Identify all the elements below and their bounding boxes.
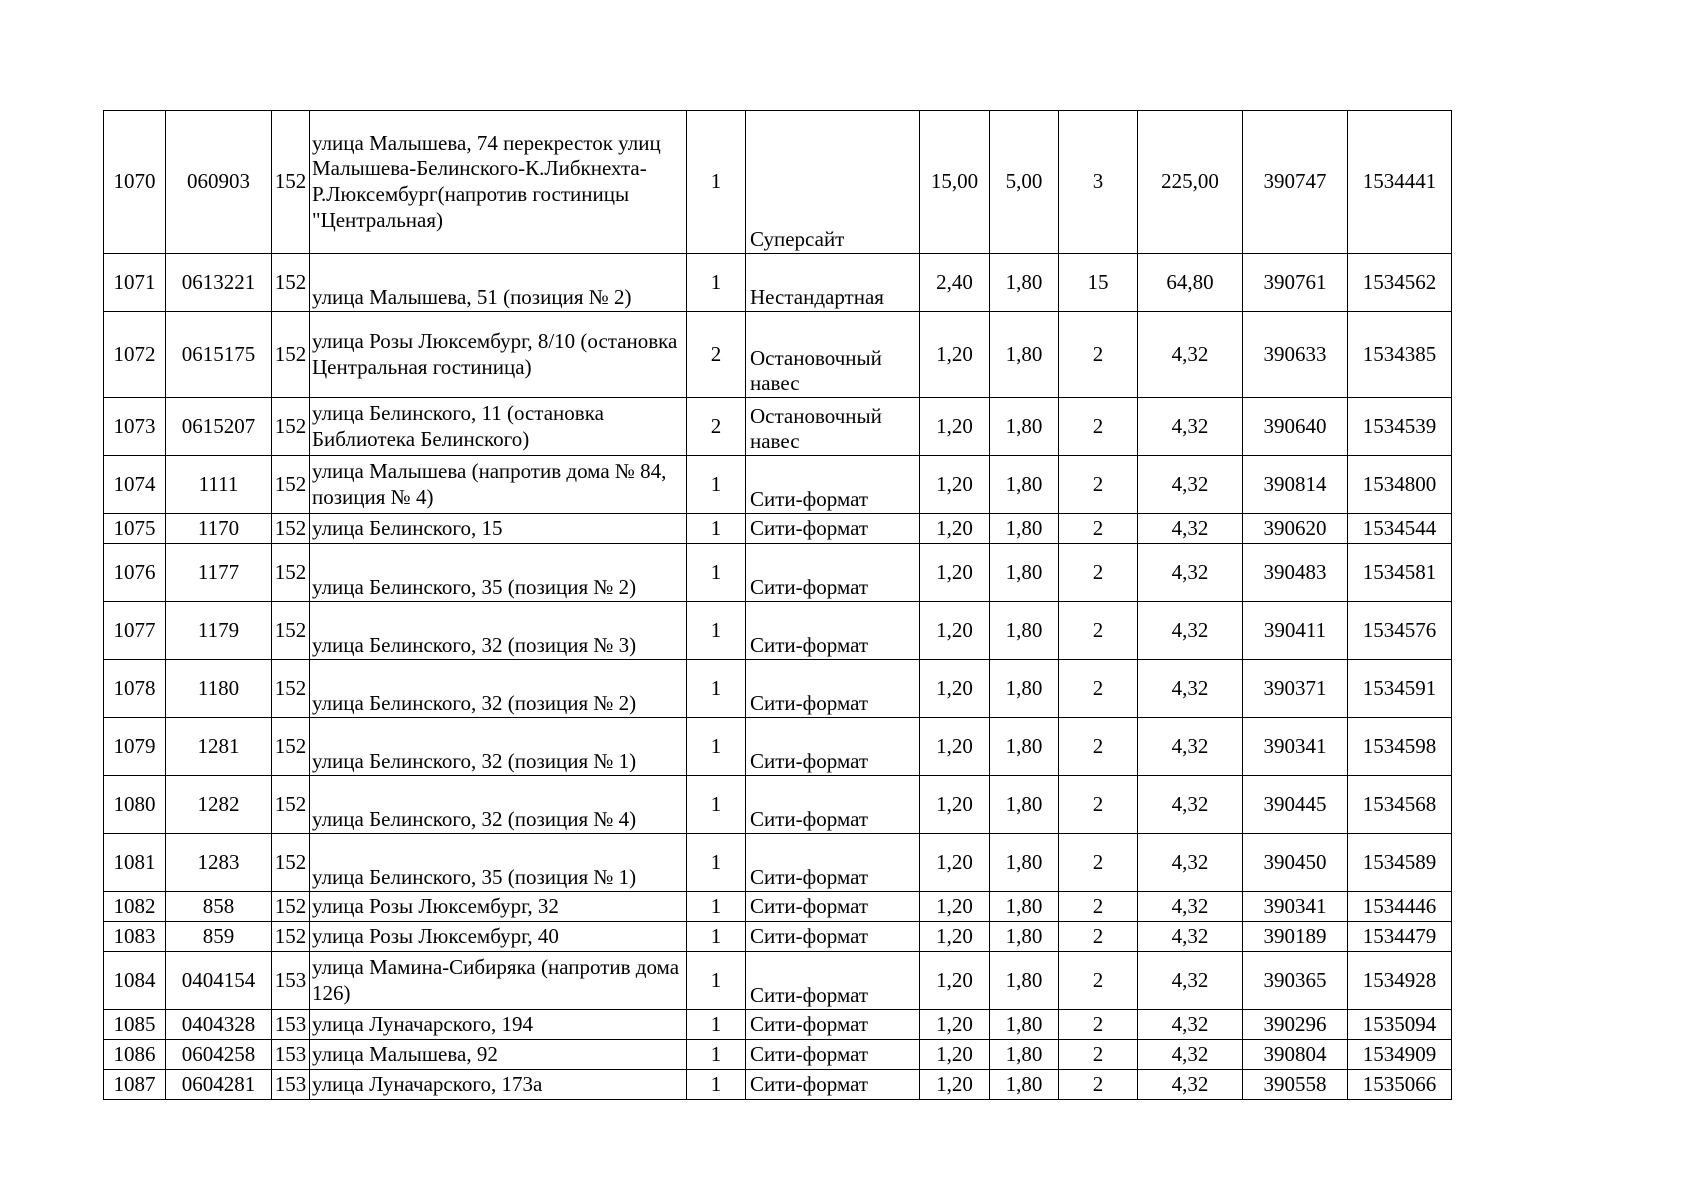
district-code-cell: 152 bbox=[272, 456, 310, 514]
row-number-cell: 1080 bbox=[104, 776, 166, 834]
coordinate-y-cell: 1535094 bbox=[1348, 1010, 1452, 1040]
coordinate-x-cell: 390450 bbox=[1243, 834, 1348, 892]
surface-count-cell: 2 bbox=[1059, 834, 1138, 892]
area-cell: 4,32 bbox=[1138, 1070, 1243, 1100]
coordinate-y-cell: 1534441 bbox=[1348, 111, 1452, 254]
district-code-cell: 153 bbox=[272, 952, 310, 1010]
coordinate-x-cell: 390296 bbox=[1243, 1010, 1348, 1040]
coordinate-x-cell: 390365 bbox=[1243, 952, 1348, 1010]
structure-type-cell: Сити-формат bbox=[746, 776, 920, 834]
row-number-cell: 1083 bbox=[104, 922, 166, 952]
structure-id-cell: 0615175 bbox=[166, 312, 272, 398]
height-cell: 5,00 bbox=[990, 111, 1059, 254]
table-row bbox=[104, 952, 1452, 1010]
width-cell: 1,20 bbox=[920, 1010, 990, 1040]
height-cell: 1,80 bbox=[990, 776, 1059, 834]
sides-cell: 1 bbox=[687, 111, 746, 254]
surface-count-cell: 2 bbox=[1059, 892, 1138, 922]
district-code-cell: 153 bbox=[272, 1040, 310, 1070]
width-cell: 1,20 bbox=[920, 922, 990, 952]
sides-cell: 1 bbox=[687, 602, 746, 660]
coordinate-y-cell: 1534800 bbox=[1348, 456, 1452, 514]
height-cell: 1,80 bbox=[990, 718, 1059, 776]
coordinate-x-cell: 390814 bbox=[1243, 456, 1348, 514]
surface-count-cell: 2 bbox=[1059, 660, 1138, 718]
structure-id-cell: 0604258 bbox=[166, 1040, 272, 1070]
coordinate-x-cell: 390633 bbox=[1243, 312, 1348, 398]
area-cell: 4,32 bbox=[1138, 312, 1243, 398]
structure-id-cell: 1170 bbox=[166, 514, 272, 544]
width-cell: 1,20 bbox=[920, 1070, 990, 1100]
surface-count-cell: 2 bbox=[1059, 922, 1138, 952]
address-cell: улица Белинского, 11 (остановка Библиотека Белинского) bbox=[310, 398, 687, 456]
width-cell: 1,20 bbox=[920, 456, 990, 514]
row-number-cell: 1070 bbox=[104, 111, 166, 254]
row-number-cell: 1086 bbox=[104, 1040, 166, 1070]
coordinate-x-cell: 390371 bbox=[1243, 660, 1348, 718]
structure-type-cell: Сити-формат bbox=[746, 1070, 920, 1100]
sides-cell: 1 bbox=[687, 892, 746, 922]
district-code-cell: 152 bbox=[272, 312, 310, 398]
coordinate-y-cell: 1534589 bbox=[1348, 834, 1452, 892]
height-cell: 1,80 bbox=[990, 456, 1059, 514]
district-code-cell: 152 bbox=[272, 544, 310, 602]
area-cell: 4,32 bbox=[1138, 718, 1243, 776]
area-cell: 4,32 bbox=[1138, 1040, 1243, 1070]
coordinate-y-cell: 1534568 bbox=[1348, 776, 1452, 834]
table-row bbox=[104, 544, 1452, 602]
coordinate-y-cell: 1534562 bbox=[1348, 254, 1452, 312]
district-code-cell: 152 bbox=[272, 660, 310, 718]
district-code-cell: 152 bbox=[272, 892, 310, 922]
coordinate-y-cell: 1534928 bbox=[1348, 952, 1452, 1010]
surface-count-cell: 2 bbox=[1059, 514, 1138, 544]
area-cell: 64,80 bbox=[1138, 254, 1243, 312]
structure-id-cell: 0404328 bbox=[166, 1010, 272, 1040]
coordinate-y-cell: 1534479 bbox=[1348, 922, 1452, 952]
row-number-cell: 1085 bbox=[104, 1010, 166, 1040]
surface-count-cell: 2 bbox=[1059, 952, 1138, 1010]
height-cell: 1,80 bbox=[990, 660, 1059, 718]
district-code-cell: 152 bbox=[272, 602, 310, 660]
area-cell: 4,32 bbox=[1138, 398, 1243, 456]
structure-type-cell: Сити-формат bbox=[746, 544, 920, 602]
address-cell: улица Розы Люксембург, 8/10 (остановка Центральная гостиница) bbox=[310, 312, 687, 398]
table-body bbox=[104, 111, 1452, 1100]
sides-cell: 1 bbox=[687, 254, 746, 312]
address-cell: улица Луначарского, 194 bbox=[310, 1010, 687, 1040]
district-code-cell: 152 bbox=[272, 254, 310, 312]
structure-id-cell: 1179 bbox=[166, 602, 272, 660]
row-number-cell: 1073 bbox=[104, 398, 166, 456]
structure-id-cell: 1111 bbox=[166, 456, 272, 514]
row-number-cell: 1074 bbox=[104, 456, 166, 514]
structure-id-cell: 1177 bbox=[166, 544, 272, 602]
area-cell: 4,32 bbox=[1138, 922, 1243, 952]
area-cell: 4,32 bbox=[1138, 1010, 1243, 1040]
structure-id-cell: 859 bbox=[166, 922, 272, 952]
structure-id-cell: 1180 bbox=[166, 660, 272, 718]
height-cell: 1,80 bbox=[990, 952, 1059, 1010]
table-row bbox=[104, 892, 1452, 922]
structure-type-cell: Сити-формат bbox=[746, 1040, 920, 1070]
sides-cell: 1 bbox=[687, 952, 746, 1010]
advertising-structures-table bbox=[103, 110, 1452, 1100]
width-cell: 1,20 bbox=[920, 776, 990, 834]
width-cell: 1,20 bbox=[920, 1040, 990, 1070]
surface-count-cell: 2 bbox=[1059, 312, 1138, 398]
sides-cell: 1 bbox=[687, 1010, 746, 1040]
width-cell: 1,20 bbox=[920, 952, 990, 1010]
structure-type-cell: Сити-формат bbox=[746, 514, 920, 544]
area-cell: 225,00 bbox=[1138, 111, 1243, 254]
surface-count-cell: 2 bbox=[1059, 398, 1138, 456]
table-row bbox=[104, 602, 1452, 660]
height-cell: 1,80 bbox=[990, 922, 1059, 952]
table-row bbox=[104, 398, 1452, 456]
coordinate-y-cell: 1534576 bbox=[1348, 602, 1452, 660]
surface-count-cell: 2 bbox=[1059, 602, 1138, 660]
coordinate-y-cell: 1534598 bbox=[1348, 718, 1452, 776]
area-cell: 4,32 bbox=[1138, 514, 1243, 544]
structure-id-cell: 1283 bbox=[166, 834, 272, 892]
address-cell: улица Розы Люксембург, 32 bbox=[310, 892, 687, 922]
address-cell: улица Белинского, 32 (позиция № 4) bbox=[310, 776, 687, 834]
surface-count-cell: 3 bbox=[1059, 111, 1138, 254]
height-cell: 1,80 bbox=[990, 544, 1059, 602]
structure-type-cell: Сити-формат bbox=[746, 718, 920, 776]
row-number-cell: 1081 bbox=[104, 834, 166, 892]
table-row bbox=[104, 1070, 1452, 1100]
surface-count-cell: 2 bbox=[1059, 544, 1138, 602]
sides-cell: 1 bbox=[687, 834, 746, 892]
height-cell: 1,80 bbox=[990, 892, 1059, 922]
table-row bbox=[104, 718, 1452, 776]
area-cell: 4,32 bbox=[1138, 602, 1243, 660]
district-code-cell: 153 bbox=[272, 1070, 310, 1100]
coordinate-x-cell: 390445 bbox=[1243, 776, 1348, 834]
district-code-cell: 153 bbox=[272, 1010, 310, 1040]
structure-type-cell: Сити-формат bbox=[746, 1010, 920, 1040]
width-cell: 2,40 bbox=[920, 254, 990, 312]
sides-cell: 1 bbox=[687, 514, 746, 544]
sides-cell: 1 bbox=[687, 660, 746, 718]
table-row bbox=[104, 254, 1452, 312]
width-cell: 1,20 bbox=[920, 892, 990, 922]
height-cell: 1,80 bbox=[990, 1070, 1059, 1100]
height-cell: 1,80 bbox=[990, 1040, 1059, 1070]
row-number-cell: 1072 bbox=[104, 312, 166, 398]
width-cell: 1,20 bbox=[920, 718, 990, 776]
sides-cell: 1 bbox=[687, 922, 746, 952]
row-number-cell: 1077 bbox=[104, 602, 166, 660]
coordinate-x-cell: 390761 bbox=[1243, 254, 1348, 312]
area-cell: 4,32 bbox=[1138, 456, 1243, 514]
surface-count-cell: 2 bbox=[1059, 1010, 1138, 1040]
sides-cell: 2 bbox=[687, 312, 746, 398]
height-cell: 1,80 bbox=[990, 398, 1059, 456]
table-row bbox=[104, 1010, 1452, 1040]
structure-type-cell: Сити-формат bbox=[746, 660, 920, 718]
district-code-cell: 152 bbox=[272, 111, 310, 254]
coordinate-y-cell: 1534446 bbox=[1348, 892, 1452, 922]
address-cell: улица Белинского, 35 (позиция № 1) bbox=[310, 834, 687, 892]
structure-type-cell: Сити-формат bbox=[746, 892, 920, 922]
area-cell: 4,32 bbox=[1138, 952, 1243, 1010]
row-number-cell: 1087 bbox=[104, 1070, 166, 1100]
width-cell: 1,20 bbox=[920, 544, 990, 602]
structure-type-cell: Нестандартная bbox=[746, 254, 920, 312]
sides-cell: 2 bbox=[687, 398, 746, 456]
row-number-cell: 1082 bbox=[104, 892, 166, 922]
district-code-cell: 152 bbox=[272, 922, 310, 952]
address-cell: улица Малышева, 74 перекресток улиц Малышева-Белинского-К.Либкнехта-Р.Люксембург(напротив гостиницы "Центральная) bbox=[310, 111, 687, 254]
surface-count-cell: 2 bbox=[1059, 456, 1138, 514]
structure-id-cell: 0604281 bbox=[166, 1070, 272, 1100]
sides-cell: 1 bbox=[687, 456, 746, 514]
table-row bbox=[104, 922, 1452, 952]
address-cell: улица Малышева (напротив дома № 84, позиция № 4) bbox=[310, 456, 687, 514]
height-cell: 1,80 bbox=[990, 514, 1059, 544]
height-cell: 1,80 bbox=[990, 254, 1059, 312]
sides-cell: 1 bbox=[687, 1070, 746, 1100]
width-cell: 1,20 bbox=[920, 602, 990, 660]
width-cell: 1,20 bbox=[920, 834, 990, 892]
height-cell: 1,80 bbox=[990, 602, 1059, 660]
surface-count-cell: 2 bbox=[1059, 1040, 1138, 1070]
area-cell: 4,32 bbox=[1138, 892, 1243, 922]
structure-id-cell: 0404154 bbox=[166, 952, 272, 1010]
structure-id-cell: 0613221 bbox=[166, 254, 272, 312]
structure-id-cell: 0615207 bbox=[166, 398, 272, 456]
table-row bbox=[104, 776, 1452, 834]
structure-type-cell: Остановочный навес bbox=[746, 398, 920, 456]
row-number-cell: 1079 bbox=[104, 718, 166, 776]
address-cell: улица Мамина-Сибиряка (напротив дома 126) bbox=[310, 952, 687, 1010]
surface-count-cell: 2 bbox=[1059, 776, 1138, 834]
structure-type-cell: Сити-формат bbox=[746, 834, 920, 892]
address-cell: улица Белинского, 32 (позиция № 1) bbox=[310, 718, 687, 776]
coordinate-y-cell: 1534581 bbox=[1348, 544, 1452, 602]
address-cell: улица Белинского, 32 (позиция № 3) bbox=[310, 602, 687, 660]
address-cell: улица Малышева, 92 bbox=[310, 1040, 687, 1070]
structure-type-cell: Сити-формат bbox=[746, 952, 920, 1010]
structure-id-cell: 1281 bbox=[166, 718, 272, 776]
row-number-cell: 1078 bbox=[104, 660, 166, 718]
width-cell: 1,20 bbox=[920, 398, 990, 456]
address-cell: улица Белинского, 35 (позиция № 2) bbox=[310, 544, 687, 602]
coordinate-y-cell: 1534385 bbox=[1348, 312, 1452, 398]
row-number-cell: 1076 bbox=[104, 544, 166, 602]
coordinate-x-cell: 390189 bbox=[1243, 922, 1348, 952]
surface-count-cell: 2 bbox=[1059, 1070, 1138, 1100]
table-row bbox=[104, 514, 1452, 544]
coordinate-y-cell: 1534591 bbox=[1348, 660, 1452, 718]
address-cell: улица Розы Люксембург, 40 bbox=[310, 922, 687, 952]
height-cell: 1,80 bbox=[990, 1010, 1059, 1040]
surface-count-cell: 15 bbox=[1059, 254, 1138, 312]
structure-id-cell: 1282 bbox=[166, 776, 272, 834]
row-number-cell: 1071 bbox=[104, 254, 166, 312]
sides-cell: 1 bbox=[687, 718, 746, 776]
structure-type-cell: Сити-формат bbox=[746, 456, 920, 514]
height-cell: 1,80 bbox=[990, 834, 1059, 892]
area-cell: 4,32 bbox=[1138, 544, 1243, 602]
table-row bbox=[104, 660, 1452, 718]
coordinate-x-cell: 390747 bbox=[1243, 111, 1348, 254]
structure-type-cell: Сити-формат bbox=[746, 602, 920, 660]
height-cell: 1,80 bbox=[990, 312, 1059, 398]
district-code-cell: 152 bbox=[272, 398, 310, 456]
coordinate-x-cell: 390341 bbox=[1243, 718, 1348, 776]
table-row bbox=[104, 1040, 1452, 1070]
address-cell: улица Белинского, 32 (позиция № 2) bbox=[310, 660, 687, 718]
address-cell: улица Малышева, 51 (позиция № 2) bbox=[310, 254, 687, 312]
table-row bbox=[104, 834, 1452, 892]
area-cell: 4,32 bbox=[1138, 834, 1243, 892]
sides-cell: 1 bbox=[687, 776, 746, 834]
width-cell: 1,20 bbox=[920, 660, 990, 718]
coordinate-y-cell: 1534909 bbox=[1348, 1040, 1452, 1070]
address-cell: улица Белинского, 15 bbox=[310, 514, 687, 544]
coordinate-x-cell: 390640 bbox=[1243, 398, 1348, 456]
coordinate-x-cell: 390558 bbox=[1243, 1070, 1348, 1100]
coordinate-x-cell: 390804 bbox=[1243, 1040, 1348, 1070]
structure-id-cell: 858 bbox=[166, 892, 272, 922]
width-cell: 1,20 bbox=[920, 514, 990, 544]
sides-cell: 1 bbox=[687, 544, 746, 602]
surface-count-cell: 2 bbox=[1059, 718, 1138, 776]
address-cell: улица Луначарского, 173а bbox=[310, 1070, 687, 1100]
coordinate-y-cell: 1535066 bbox=[1348, 1070, 1452, 1100]
coordinate-x-cell: 390411 bbox=[1243, 602, 1348, 660]
area-cell: 4,32 bbox=[1138, 776, 1243, 834]
structure-type-cell: Остановочный навес bbox=[746, 312, 920, 398]
sides-cell: 1 bbox=[687, 1040, 746, 1070]
row-number-cell: 1084 bbox=[104, 952, 166, 1010]
district-code-cell: 152 bbox=[272, 514, 310, 544]
table-row bbox=[104, 312, 1452, 398]
coordinate-x-cell: 390341 bbox=[1243, 892, 1348, 922]
table-row bbox=[104, 111, 1452, 254]
coordinate-x-cell: 390483 bbox=[1243, 544, 1348, 602]
width-cell: 1,20 bbox=[920, 312, 990, 398]
structure-type-cell: Суперсайт bbox=[746, 111, 920, 254]
coordinate-y-cell: 1534539 bbox=[1348, 398, 1452, 456]
table-row bbox=[104, 456, 1452, 514]
district-code-cell: 152 bbox=[272, 776, 310, 834]
structure-id-cell: 060903 bbox=[166, 111, 272, 254]
district-code-cell: 152 bbox=[272, 834, 310, 892]
coordinate-x-cell: 390620 bbox=[1243, 514, 1348, 544]
area-cell: 4,32 bbox=[1138, 660, 1243, 718]
width-cell: 15,00 bbox=[920, 111, 990, 254]
structure-type-cell: Сити-формат bbox=[746, 922, 920, 952]
district-code-cell: 152 bbox=[272, 718, 310, 776]
row-number-cell: 1075 bbox=[104, 514, 166, 544]
coordinate-y-cell: 1534544 bbox=[1348, 514, 1452, 544]
